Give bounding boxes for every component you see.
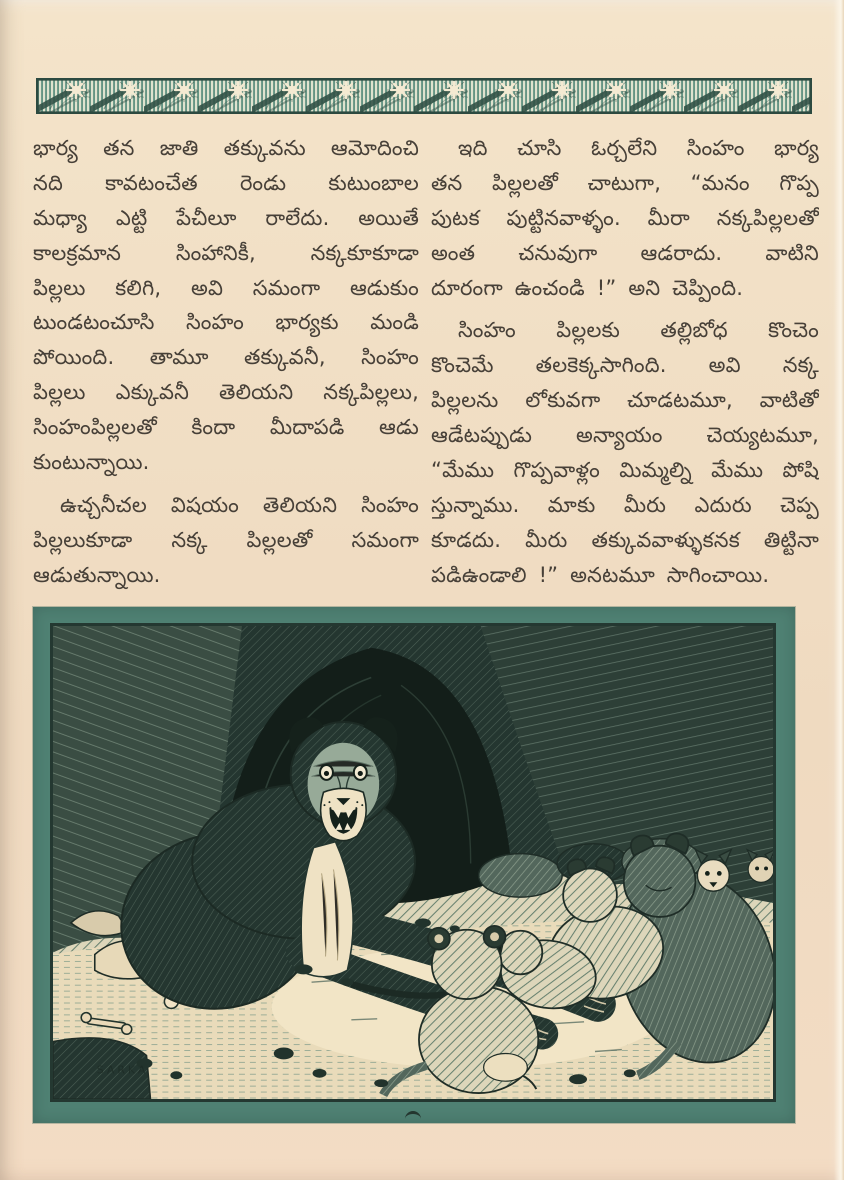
text-line: ఇది చూసి ఓర్చలేని సింహం భార్య [458,136,819,160]
text-line: పిల్లలుకూడా నక్క పిల్లలతో సమంగా [33,527,419,552]
paragraph [33,131,419,480]
text-line: సింహంపిల్లలతో కిందా మీదాపడి ఆడు [33,415,419,440]
printing-mark [405,1111,421,1119]
cave-illustration [53,626,773,1099]
ornament-pattern-graphic [36,78,812,114]
paragraph [431,313,819,592]
text-column-right [431,131,819,601]
ornamental-border-band [36,78,812,114]
paper-edge-highlight [834,0,844,1180]
text-line: స్తున్నాము. మాకు మీరు ఎదురు చెప్ప [431,492,819,517]
illustration-inner-frame [50,623,776,1102]
text-line: సింహం పిల్లలకు తల్లిబోధ కొంచెం [458,318,819,343]
paragraph [431,131,819,305]
text-line: పిల్లలను లోకువగా చూడటమూ, వాటితో [431,388,819,413]
text-line: పోయింది. తామూ తక్కువనీ, సింహం [33,345,419,370]
text-line: పడిఉండాలి !” అనటమూ సాగించాయి. [431,562,770,587]
text-line: తన పిల్లలతో చాటుగా, “మనం గొప్ప [431,170,819,195]
text-line: మధ్యా ఎట్టి పేచీలూ రాలేదు. అయితే [33,205,419,230]
text-line: అంత చనువుగా ఆడరాదు. వాటిని [431,240,819,265]
text-column-left [33,131,419,601]
text-line: కుంటున్నాయి. [33,450,150,475]
text-line: ఆడేటప్పుడు అన్యాయం చెయ్యటమూ, [431,423,819,448]
text-line: ఆడుతున్నాయి. [33,562,161,587]
text-line: టుండటంచూసి సింహం భార్యకు మండి [33,310,419,335]
text-line: పిల్లలు కలిగి, అవి సమంగా ఆడుకుం [33,275,419,300]
text-line: భార్య తన జాతి తక్కువను ఆమోదించి [33,136,419,160]
text-line: పుటక పుట్టినవాళ్ళం. మీరా నక్కపిల్లలతో [431,205,819,230]
text-line: పిల్లలు ఎక్కువనీ తెలియని నక్కపిల్లలు, [33,380,419,405]
text-line: నది కావటంచేత రెండు కుటుంబాల [33,170,419,195]
artist-signature: SARKA [96,1063,149,1077]
illustration-frame [33,607,795,1123]
text-line: కాలక్రమాన సింహానికీ, నక్కకూకూడా [33,240,419,265]
text-line: కొంచెమే తలకెక్కసాగింది. అవి నక్క [431,353,819,378]
text-line: ఉచ్చనీచల విషయం తెలియని సింహం [60,492,419,517]
text-line: కూడదు. మీరు తక్కువవాళ్ళుకనక తిట్టినా [431,527,819,552]
text-line: “మేము గొప్పవాళ్లం మిమ్మల్ని మేము పోషి [431,458,819,483]
paragraph [33,488,419,593]
text-line: దూరంగా ఉంచండి !” అని చెప్పింది. [431,275,744,300]
